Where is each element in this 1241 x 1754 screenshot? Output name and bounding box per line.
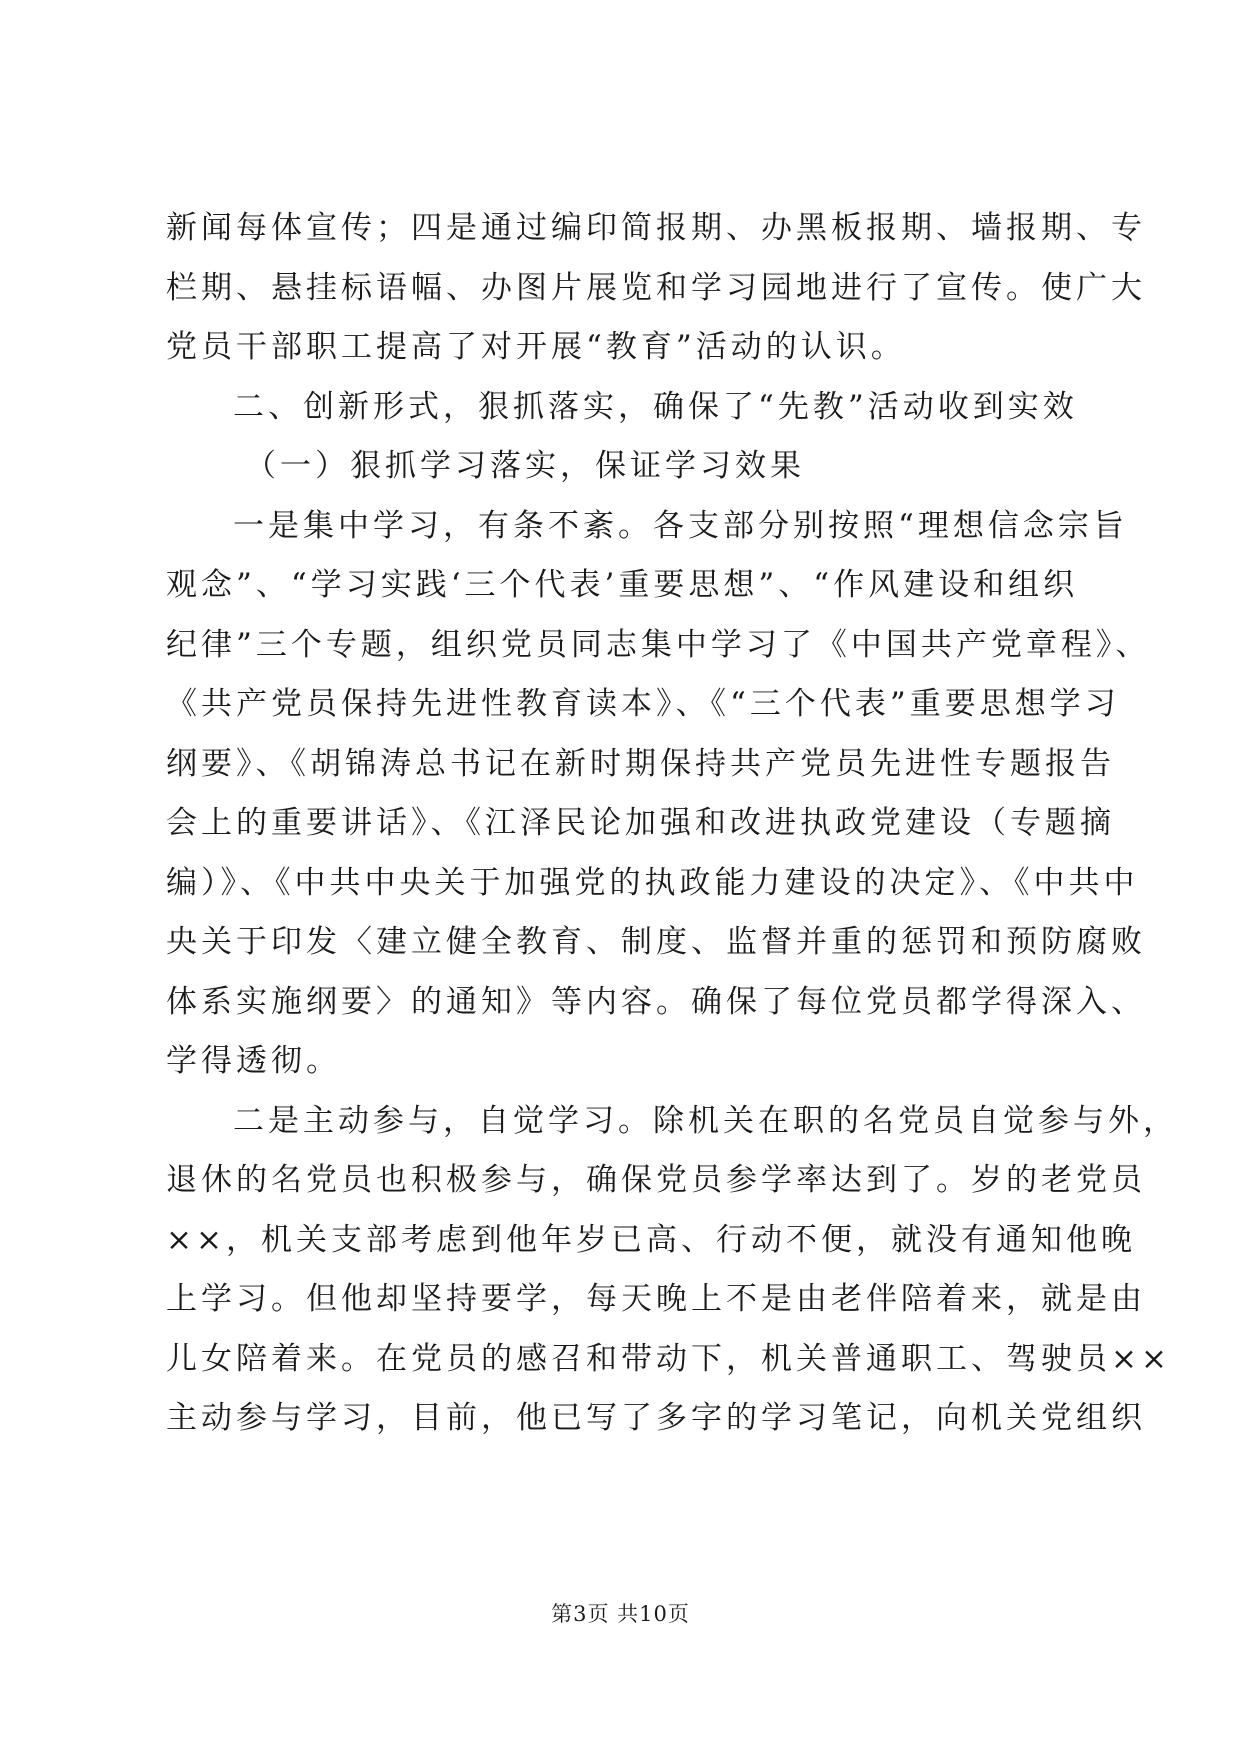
body-line: 栏期、悬挂标语幅、办图片展览和学习园地进行了宣传。使广大 [166, 270, 1146, 306]
body-line: 党员干部职工提高了对开展“教育”活动的认识。 [166, 329, 906, 365]
body-line: 会上的重要讲话》、《江泽民论加强和改进执政党建设（专题摘 [166, 805, 1115, 841]
body-line: 体系实施纲要〉的通知》等内容。确保了每位党员都学得深入、 [166, 984, 1146, 1020]
section-heading: 二、创新形式，狠抓落实，确保了“先教”活动收到实效 [233, 389, 1078, 425]
body-line: 退休的名党员也积极参与，确保党员参学率达到了。岁的老党员 [166, 1162, 1146, 1198]
paragraph-start: 一是集中学习，有条不紊。各支部分别按照“理想信念宗旨 [233, 508, 1128, 544]
body-line: 《共产党员保持先进性教育读本》、《“三个代表”重要思想学习 [166, 686, 1120, 722]
subsection-heading: （一）狠抓学习落实，保证学习效果 [245, 448, 805, 484]
body-line: 主动参与学习，目前，他已写了多字的学习笔记，向机关党组织 [166, 1400, 1146, 1436]
paragraph-start: 二是主动参与，自觉学习。除机关在职的名党员自觉参与外， [233, 1103, 1178, 1139]
body-line: 上学习。但他却坚持要学，每天晚上不是由老伴陪着来，就是由 [166, 1281, 1146, 1317]
body-line: 观念”、“学习实践‘三个代表’重要思想”、“作风建设和组织 [166, 567, 1079, 603]
body-line: 纲要》、《胡锦涛总书记在新时期保持共产党员先进性专题报告 [166, 746, 1115, 782]
body-line: 新闻每体宣传；四是通过编印简报期、办黑板报期、墙报期、专 [166, 210, 1146, 246]
body-line: 编）》、《中共中央关于加强党的执政能力建设的决定》、《中共中 [166, 865, 1139, 901]
page-number-footer: 第3页 共10页 [551, 1602, 690, 1626]
body-line: 央关于印发〈建立健全教育、制度、监督并重的惩罚和预防腐败 [166, 924, 1146, 960]
body-line: 纪律”三个专题，组织党员同志集中学习了《中国共产党章程》、 [166, 627, 1151, 663]
body-line: ××，机关支部考虑到他年岁已高、行动不便，就没有通知他晚 [166, 1222, 1136, 1258]
body-line: 儿女陪着来。在党员的感召和带动下，机关普通职工、驾驶员×× [166, 1341, 1171, 1377]
body-line: 学得透彻。 [166, 1043, 341, 1079]
